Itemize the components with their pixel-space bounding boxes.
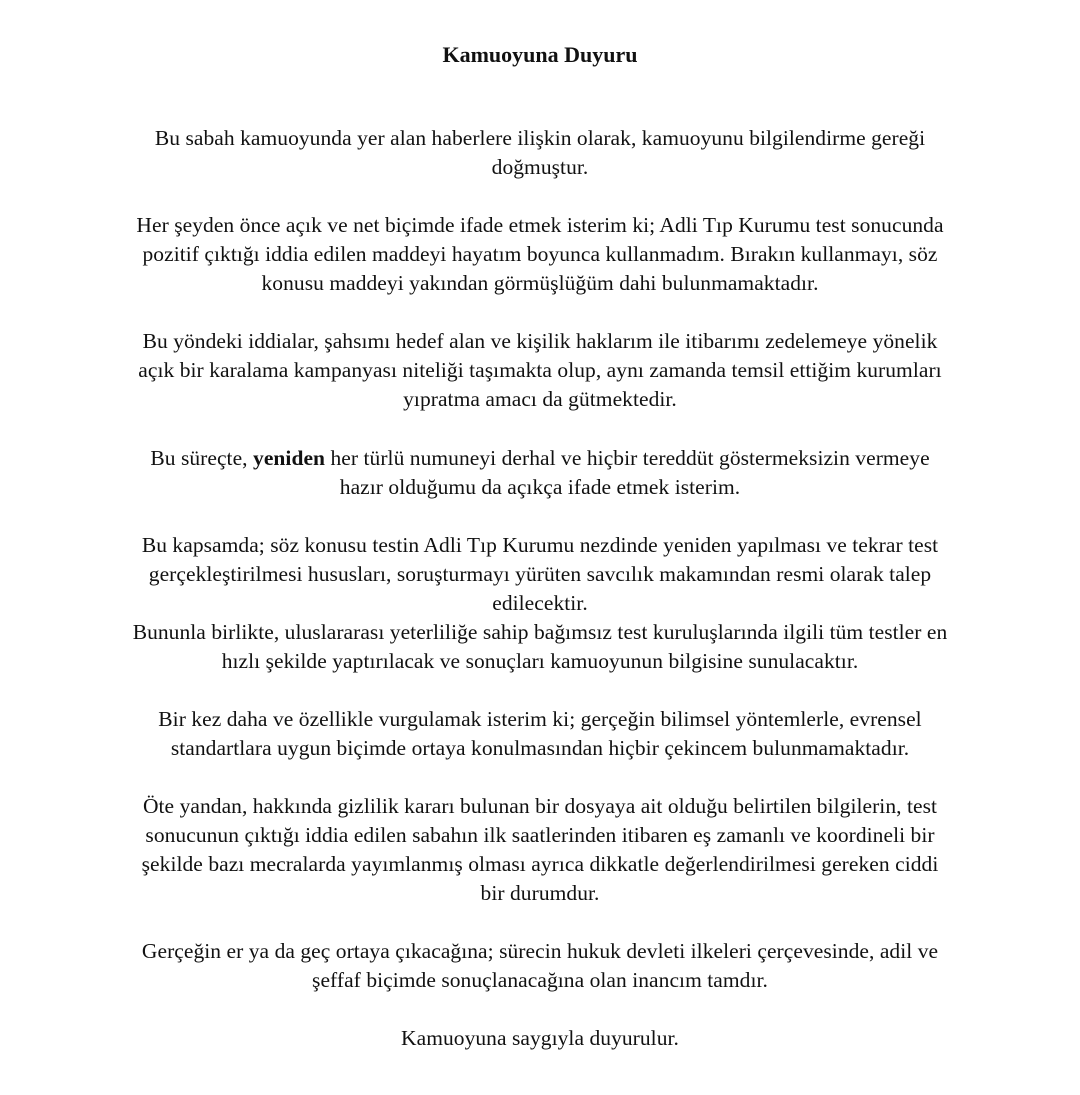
paragraph-line: Her şeyden önce açık ve net biçimde ifade etmek isterim ki; Adli Tıp Kurumu test sonucunda <box>136 213 944 237</box>
paragraph-line: gerçekleştirilmesi hususları, soruşturmayı yürüten savcılık makamından resmi olarak talep <box>148 562 932 586</box>
paragraph-line: doğmuştur. <box>491 155 589 179</box>
paragraph-5 <box>50 531 1030 676</box>
paragraph-line: Bu kapsamda; söz konusu testin Adli Tıp Kurumu nezdinde yeniden yapılması ve tekrar test <box>141 533 939 557</box>
paragraph-1 <box>50 124 1030 182</box>
paragraph-line: şekilde bazı mecralarda yayımlanmış olması ayrıca dikkatle değerlendirilmesi gereken ciddi <box>141 852 939 876</box>
paragraph-line <box>50 444 1030 473</box>
announcement-page <box>50 0 1030 1095</box>
paragraph-line: standartlara uygun biçimde ortaya konulmasından hiçbir çekincem bulunmamaktadır. <box>170 736 910 760</box>
paragraph-line: açık bir karalama kampanyası niteliği taşımakta olup, aynı zamanda temsil ettiğim kurumları <box>138 358 942 382</box>
paragraph-line: konusu maddeyi yakından görmüşlüğüm dahi bulunmamaktadır. <box>261 271 819 295</box>
paragraph-line: Bu yöndeki iddialar, şahsımı hedef alan ve kişilik haklarım ile itibarımı zedelemeye yönelik <box>142 329 938 353</box>
paragraph-line: Kamuoyuna saygıyla duyurulur. <box>401 1026 679 1050</box>
paragraph-line: sonucunun çıktığı iddia edilen sabahın ilk saatlerinden itibaren eş zamanlı ve koordineli bir <box>145 823 935 847</box>
paragraph-line: Gerçeğin er ya da geç ortaya çıkacağına; sürecin hukuk devleti ilkeleri çerçevesinde, adil ve <box>141 939 939 963</box>
paragraph-line: edilecektir. <box>492 591 588 615</box>
paragraph-8 <box>50 937 1030 995</box>
paragraph-2 <box>50 211 1030 298</box>
paragraph-line: hazır olduğumu da açıkça ifade etmek isterim. <box>339 475 741 499</box>
paragraph-text: Bu süreçte, <box>150 446 254 470</box>
paragraph-line: pozitif çıktığı iddia edilen maddeyi hayatım boyunca kullanmadım. Bırakın kullanmayı, söz <box>142 242 938 266</box>
paragraph-line: yıpratma amacı da gütmektedir. <box>403 387 677 411</box>
emphasis-text: yeniden <box>253 446 326 470</box>
paragraph-line: Bu sabah kamuoyunda yer alan haberlere ilişkin olarak, kamuoyunu bilgilendirme gereği <box>154 126 926 150</box>
paragraph-3 <box>50 327 1030 414</box>
paragraph-line: hızlı şekilde yaptırılacak ve sonuçları kamuoyunun bilgisine sunulacaktır. <box>221 649 859 673</box>
paragraph-6 <box>50 705 1030 763</box>
paragraph-line: Öte yandan, hakkında gizlilik kararı bulunan bir dosyaya ait olduğu belirtilen bilgilerin, test <box>142 794 938 818</box>
paragraph-text: her türlü numuneyi derhal ve hiçbir tereddüt göstermeksizin vermeye <box>325 446 930 470</box>
paragraph-line: Bir kez daha ve özellikle vurgulamak isterim ki; gerçeğin bilimsel yöntemlerle, evrensel <box>158 707 922 731</box>
paragraph-line: Bununla birlikte, uluslararası yeterliliğe sahip bağımsız test kuruluşlarında ilgili tüm testler en <box>132 620 948 644</box>
closing-line <box>50 1024 1030 1053</box>
paragraph-line: şeffaf biçimde sonuçlanacağına olan inancım tamdır. <box>312 968 768 992</box>
document-title: Kamuoyuna Duyuru <box>442 42 638 67</box>
paragraph-7 <box>50 792 1030 908</box>
paragraph-line: bir durumdur. <box>480 881 600 905</box>
paragraph-4 <box>50 444 1030 502</box>
